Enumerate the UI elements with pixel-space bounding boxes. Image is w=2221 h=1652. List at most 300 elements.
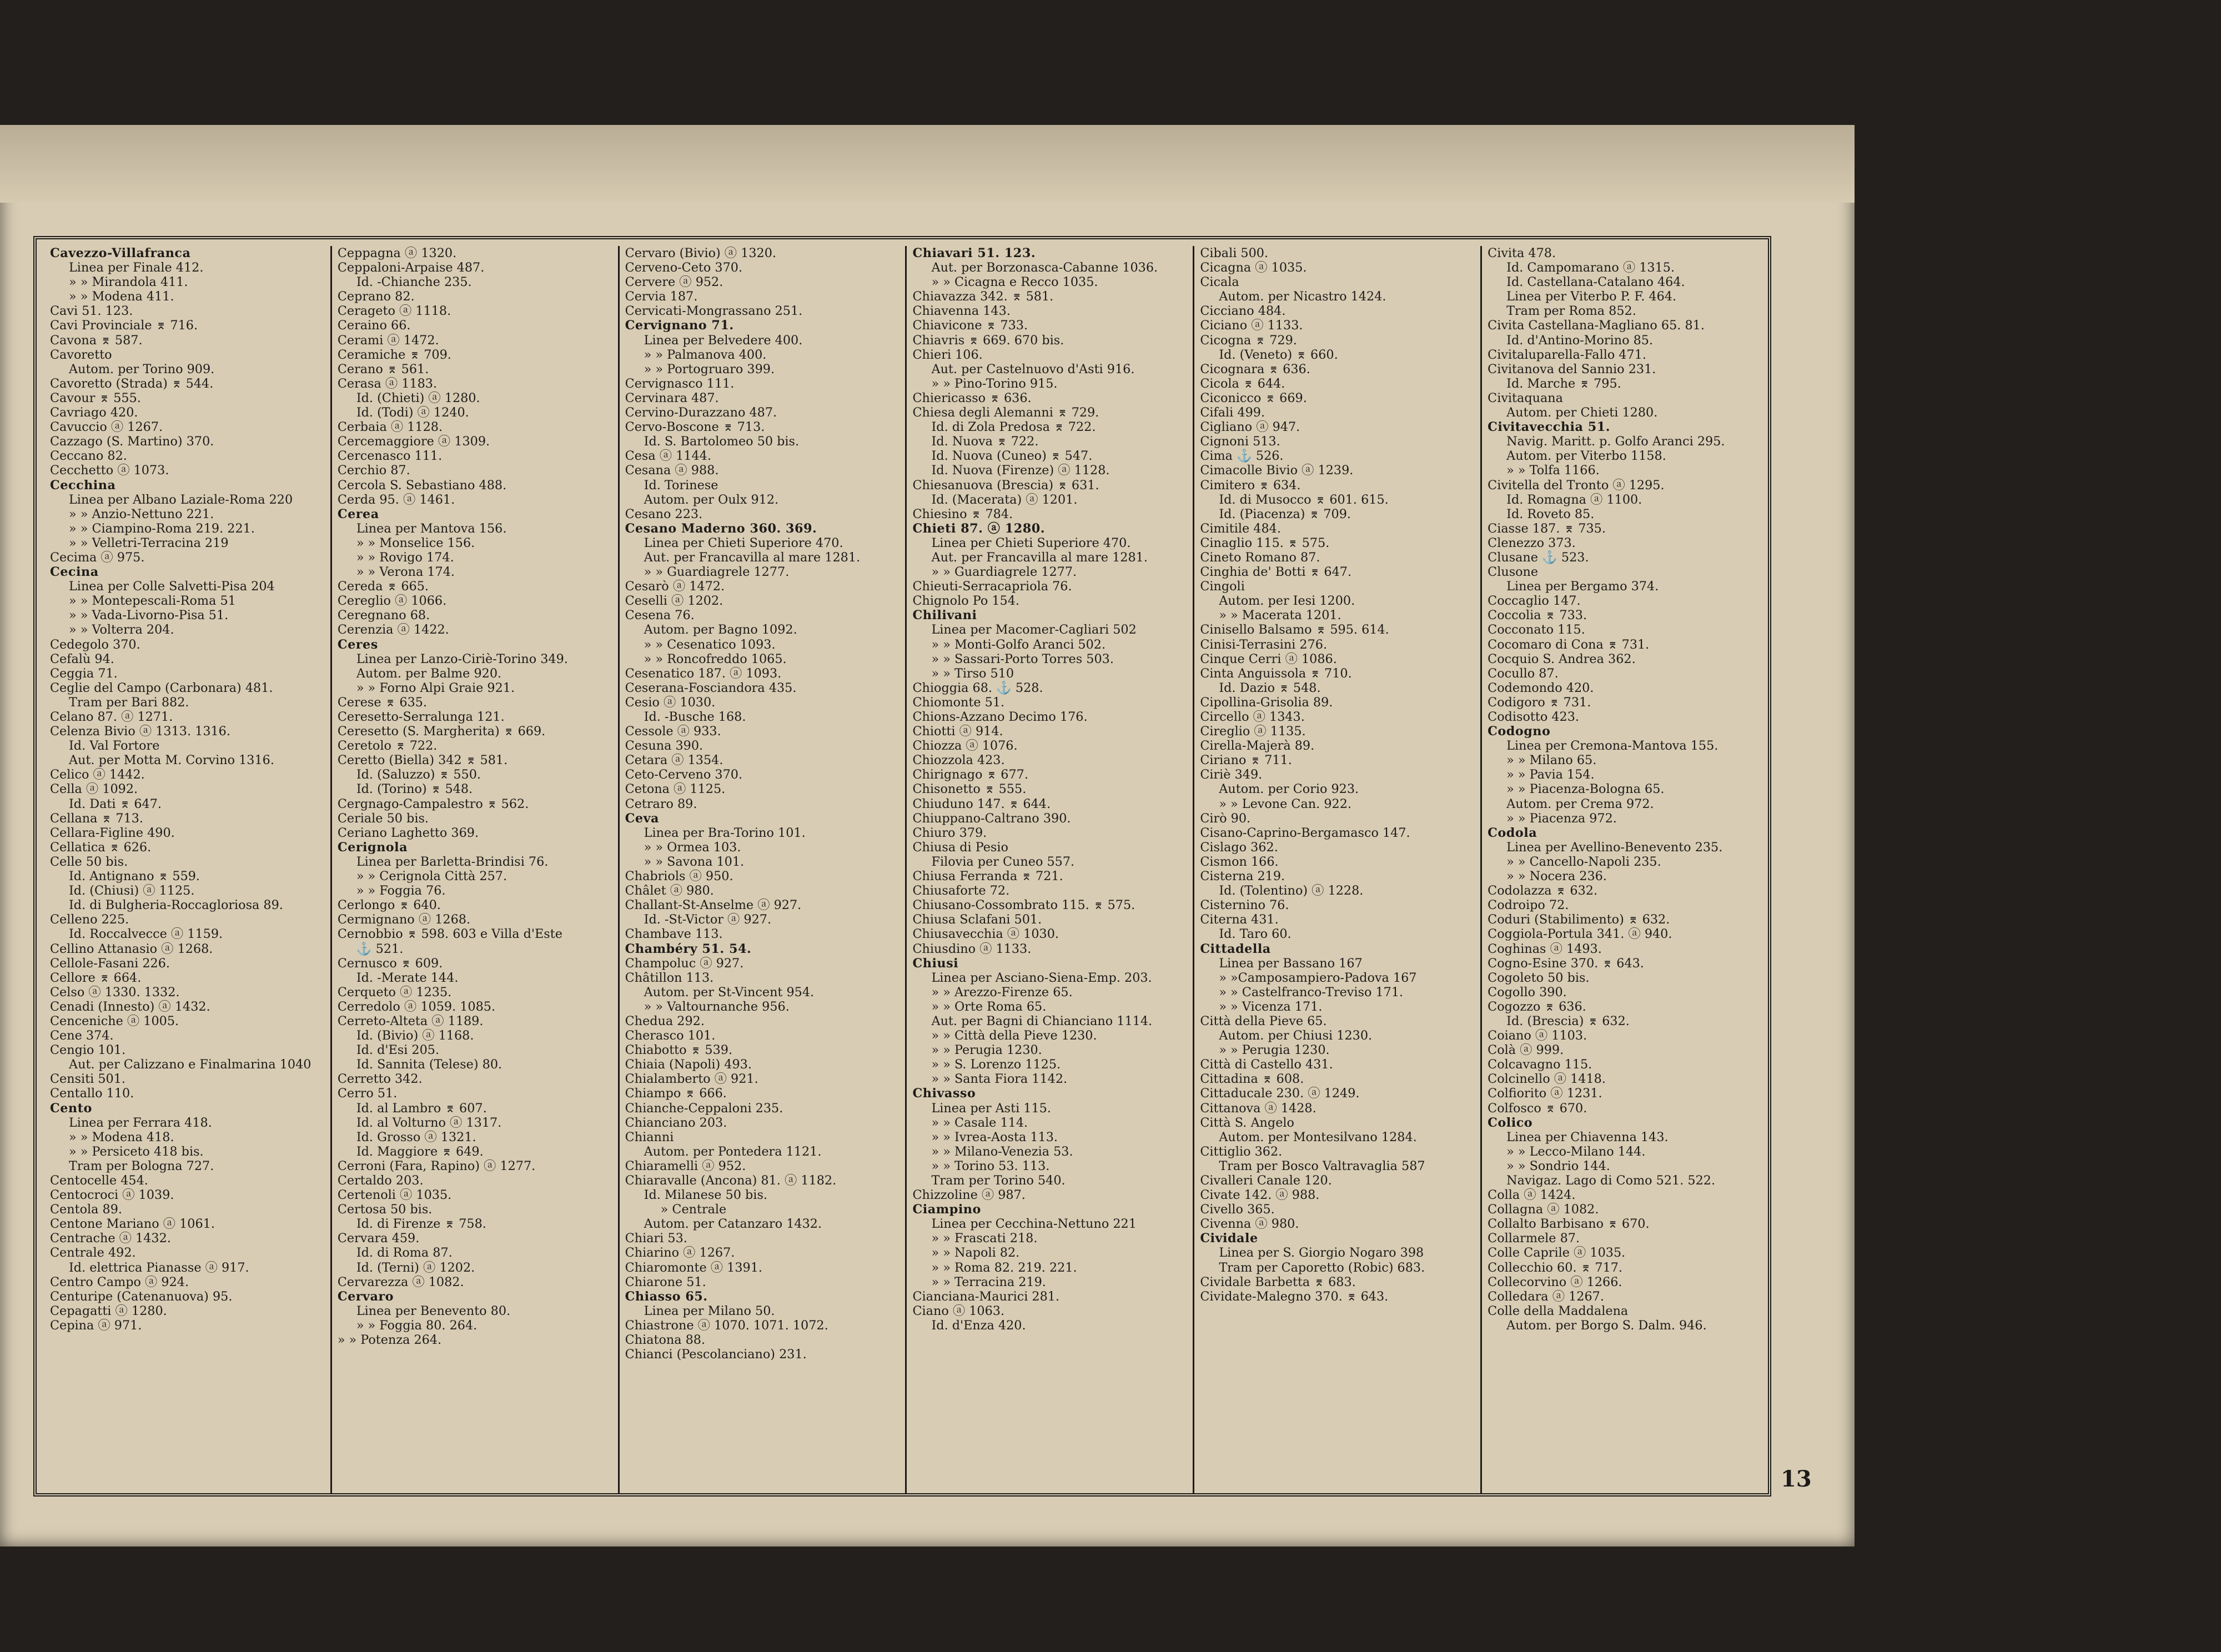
index-entry: Cavriago 420. xyxy=(50,405,138,420)
index-entry: » » Monselice 156. xyxy=(356,535,475,550)
index-entry: Cignoni 513. xyxy=(1200,434,1280,449)
index-heading: Cesano Maderno 360. 369. xyxy=(625,521,817,536)
index-entry: Ceppagna ⓐ 1320. xyxy=(337,246,457,260)
index-entry: Civitella del Tronto ⓐ 1295. xyxy=(1488,478,1665,493)
index-entry: Cazzago (S. Martino) 370. xyxy=(50,434,214,449)
index-entry: Civita Castellana-Magliano 65. 81. xyxy=(1488,318,1705,333)
index-entry: » » Perugia 1230. xyxy=(931,1043,1042,1058)
index-heading: Cento xyxy=(50,1101,92,1116)
index-entry: Id. (Todi) ⓐ 1240. xyxy=(356,405,469,420)
index-entry: Id. (Saluzzo) ⌆ 550. xyxy=(356,767,481,782)
index-entry: Colfosco ⌆ 670. xyxy=(1488,1101,1587,1116)
index-entry: » » Savona 101. xyxy=(644,854,745,869)
index-entry: Cernobbio ⌆ 598. 603 e Villa d'Este xyxy=(337,927,562,942)
index-entry: Autom. per Oulx 912. xyxy=(644,492,779,507)
index-heading: Chiasso 65. xyxy=(625,1289,708,1304)
index-entry: Linea per Colle Salvetti-Pisa 204 xyxy=(69,579,275,594)
index-entry: Città della Pieve 65. xyxy=(1200,1013,1327,1028)
index-entry: Chiastrone ⓐ 1070. 1071. 1072. xyxy=(625,1318,828,1333)
index-entry: Autom. per Crema 972. xyxy=(1506,796,1654,811)
index-entry: Ceresetto-Serralunga 121. xyxy=(337,710,505,724)
index-entry: Aut. per Francavilla al mare 1281. xyxy=(931,550,1148,565)
index-entry: Cetraro 89. xyxy=(625,796,697,811)
index-entry: Id. Grosso ⓐ 1321. xyxy=(356,1129,476,1144)
index-entry: Autom. per St-Vincent 954. xyxy=(644,985,815,1000)
index-entry: Linea per Chieti Superiore 470. xyxy=(931,535,1131,550)
index-entry: Chiavazza 342. ⌆ 581. xyxy=(912,289,1054,304)
index-entry: Cermignano ⓐ 1268. xyxy=(337,912,471,927)
index-column-5 xyxy=(1194,246,1482,1493)
index-entry: Codigoro ⌆ 731. xyxy=(1488,695,1591,710)
index-column-3 xyxy=(620,246,907,1493)
index-entry: » » S. Lorenzo 1125. xyxy=(931,1057,1061,1072)
index-entry: Cisterna 219. xyxy=(1200,869,1285,884)
index-entry: Ciconicco ⌆ 669. xyxy=(1200,390,1307,405)
index-entry: » » Verona 174. xyxy=(356,565,455,580)
page-edge xyxy=(0,125,1855,203)
index-entry: Linea per Macomer-Cagliari 502 xyxy=(931,622,1137,637)
index-entry: Cervara 459. xyxy=(337,1231,420,1246)
index-entry: Cisano-Caprino-Bergamasco 147. xyxy=(1200,825,1410,840)
index-entry: Ciciano ⓐ 1133. xyxy=(1200,318,1303,333)
index-entry: Id. Castellana-Catalano 464. xyxy=(1506,275,1685,290)
index-entry: Tram per Caporetto (Robic) 683. xyxy=(1219,1260,1425,1275)
index-entry: Ceto-Cerveno 370. xyxy=(625,767,743,782)
index-entry: » » Cancello-Napoli 235. xyxy=(1506,854,1661,869)
index-entry: Cella ⓐ 1092. xyxy=(50,782,138,797)
index-entry: Chiavris ⌆ 669. 670 bis. xyxy=(912,333,1064,348)
index-entry: Id. (Brescia) ⌆ 632. xyxy=(1506,1013,1630,1028)
index-entry: Colcinello ⓐ 1418. xyxy=(1488,1072,1606,1087)
index-entry: Cividale Barbetta ⌆ 683. xyxy=(1200,1274,1356,1289)
index-entry: Cerro 51. xyxy=(337,1086,398,1101)
index-entry: Id. Antignano ⌆ 559. xyxy=(69,869,200,884)
index-heading: Codogno xyxy=(1488,724,1551,739)
index-entry: Cerveno-Ceto 370. xyxy=(625,260,743,275)
index-entry: Chignolo Po 154. xyxy=(912,594,1019,609)
index-entry: » » Terracina 219. xyxy=(931,1274,1046,1289)
index-entry: Navigaz. Lago di Como 521. 522. xyxy=(1506,1173,1716,1188)
index-entry: Cireglio ⓐ 1135. xyxy=(1200,724,1306,739)
index-entry: Cellole-Fasani 226. xyxy=(50,956,170,971)
index-entry: Cipollina-Grisolia 89. xyxy=(1200,695,1333,710)
index-entry: Centro Campo ⓐ 924. xyxy=(50,1274,189,1289)
index-entry: Id. Nuova (Cuneo) ⌆ 547. xyxy=(931,449,1093,464)
index-entry: Id. Romagna ⓐ 1100. xyxy=(1506,492,1642,507)
index-entry: Chiotti ⓐ 914. xyxy=(912,724,1003,739)
index-entry: Codolazza ⌆ 632. xyxy=(1488,883,1598,898)
index-heading: Cervaro xyxy=(337,1289,394,1304)
index-entry: Civitaquana xyxy=(1488,390,1563,405)
index-entry: Civate 142. ⓐ 988. xyxy=(1200,1188,1320,1203)
index-entry: Chisonetto ⌆ 555. xyxy=(912,782,1027,797)
index-entry: Cislago 362. xyxy=(1200,840,1278,855)
index-entry: Chiesanuova (Brescia) ⌆ 631. xyxy=(912,478,1099,493)
index-entry: Civitanova del Sannio 231. xyxy=(1488,361,1656,376)
index-entry: Ceriale 50 bis. xyxy=(337,811,429,826)
index-entry: Cerlongo ⌆ 640. xyxy=(337,898,441,913)
index-entry: Civalleri Canale 120. xyxy=(1200,1173,1332,1188)
index-entry: Chiusaforte 72. xyxy=(912,883,1010,898)
index-entry: Cicognara ⌆ 636. xyxy=(1200,361,1310,376)
index-entry: Cibali 500. xyxy=(1200,246,1269,260)
index-entry: Id. S. Bartolomeo 50 bis. xyxy=(644,434,800,449)
index-entry: Châlet ⓐ 980. xyxy=(625,883,714,898)
index-entry: Cicala xyxy=(1200,275,1239,290)
index-entry: Tram per Roma 852. xyxy=(1506,304,1636,319)
index-entry: Cerretto 342. xyxy=(337,1072,423,1087)
index-entry: Coccolia ⌆ 733. xyxy=(1488,608,1587,623)
index-entry: Ceraino 66. xyxy=(337,318,411,333)
index-entry: Cicagna ⓐ 1035. xyxy=(1200,260,1307,275)
index-entry: Chieuti-Serracapriola 76. xyxy=(912,579,1072,594)
index-entry: Id. -Busche 168. xyxy=(644,710,746,724)
index-entry: Cetona ⓐ 1125. xyxy=(625,782,726,797)
index-entry: Id. (Torino) ⌆ 548. xyxy=(356,782,473,797)
index-entry: Ceretto (Biella) 342 ⌆ 581. xyxy=(337,753,508,768)
index-heading: Cervignano 71. xyxy=(625,318,734,333)
index-entry: Cinta Anguissola ⌆ 710. xyxy=(1200,666,1352,681)
index-entry: Cerese ⌆ 635. xyxy=(337,695,428,710)
index-entry: Id. di Roma 87. xyxy=(356,1246,453,1261)
index-entry: Cepina ⓐ 971. xyxy=(50,1318,142,1333)
index-entry: Centone Mariano ⓐ 1061. xyxy=(50,1217,215,1232)
index-entry: Navig. Maritt. p. Golfo Aranci 295. xyxy=(1506,434,1725,449)
index-entry: Cittanova ⓐ 1428. xyxy=(1200,1101,1316,1116)
index-entry: Centocroci ⓐ 1039. xyxy=(50,1188,174,1203)
index-entry: » » Santa Fiora 1142. xyxy=(931,1072,1068,1087)
index-column-1 xyxy=(44,246,332,1493)
index-entry: Tram per Bosco Valtravaglia 587 xyxy=(1219,1158,1425,1173)
index-entry: Filovia per Cuneo 557. xyxy=(931,854,1075,869)
index-heading: Cerignola xyxy=(337,840,408,855)
index-entry: Colla ⓐ 1424. xyxy=(1488,1188,1576,1203)
index-entry: » » Volterra 204. xyxy=(69,622,174,637)
index-entry: Celenza Bivio ⓐ 1313. 1316. xyxy=(50,724,230,739)
index-entry: Id. -Chianche 235. xyxy=(356,275,472,290)
index-entry: Cepagatti ⓐ 1280. xyxy=(50,1303,167,1318)
index-entry: Autom. per Nicastro 1424. xyxy=(1219,289,1386,304)
index-entry: Cesana ⓐ 988. xyxy=(625,463,719,478)
index-entry: Linea per Cecchina-Nettuno 221 xyxy=(931,1217,1137,1232)
index-entry: Cesano 223. xyxy=(625,506,703,521)
index-entry: Cerreto-Alteta ⓐ 1189. xyxy=(337,1013,484,1028)
page-number: 13 xyxy=(1781,1466,1812,1492)
index-entry: Linea per Viterbo P. F. 464. xyxy=(1506,289,1677,304)
index-entry: Id. (Terni) ⓐ 1202. xyxy=(356,1260,475,1275)
index-heading: Ceva xyxy=(625,811,659,826)
index-entry: Id. Taro 60. xyxy=(1219,927,1292,942)
index-entry: Chiaravalle (Ancona) 81. ⓐ 1182. xyxy=(625,1173,837,1188)
index-entry: Ceselli ⓐ 1202. xyxy=(625,594,723,609)
index-entry: Coduri (Stabilimento) ⌆ 632. xyxy=(1488,912,1670,927)
index-entry: Chianni xyxy=(625,1129,674,1144)
index-entry: Cernusco ⌆ 609. xyxy=(337,956,443,971)
index-entry: Cerqueto ⓐ 1235. xyxy=(337,985,452,1000)
index-entry: Chiatona 88. xyxy=(625,1333,706,1348)
index-entry: » » Lecco-Milano 144. xyxy=(1506,1144,1646,1159)
index-entry: Cicogna ⌆ 729. xyxy=(1200,333,1297,348)
index-entry: Cerasa ⓐ 1183. xyxy=(337,376,438,391)
index-entry: Id. (Piacenza) ⌆ 709. xyxy=(1219,506,1351,521)
index-entry: Centallo 110. xyxy=(50,1086,134,1101)
index-entry: Id. di Firenze ⌆ 758. xyxy=(356,1217,486,1232)
index-entry: Cogollo 390. xyxy=(1488,985,1567,1000)
index-entry: Cavi Provinciale ⌆ 716. xyxy=(50,318,198,333)
index-entry: Cellore ⌆ 664. xyxy=(50,970,142,985)
index-entry: Coccaglio 147. xyxy=(1488,594,1581,609)
index-entry: Cingoli xyxy=(1200,579,1245,594)
index-entry: Cavoretto xyxy=(50,347,112,362)
index-entry: Ceretolo ⌆ 722. xyxy=(337,739,438,754)
index-entry: Cervicati-Mongrassano 251. xyxy=(625,304,803,319)
index-entry: Cocquio S. Andrea 362. xyxy=(1488,651,1636,666)
index-entry: Celso ⓐ 1330. 1332. xyxy=(50,985,180,1000)
index-entry: Cesenatico 187. ⓐ 1093. xyxy=(625,666,782,681)
index-heading: Codola xyxy=(1488,825,1537,840)
index-entry: » » Mirandola 411. xyxy=(69,275,188,290)
index-entry: » » Persiceto 418 bis. xyxy=(69,1144,204,1159)
index-entry: » » Velletri-Terracina 219 xyxy=(69,535,229,550)
index-entry: Cifali 499. xyxy=(1200,405,1265,420)
index-entry: Cavour ⌆ 555. xyxy=(50,390,141,405)
index-entry: Chiesa degli Alemanni ⌆ 729. xyxy=(912,405,1099,420)
index-entry: Cogno-Esine 370. ⌆ 643. xyxy=(1488,956,1644,971)
index-entry: Ceriano Laghetto 369. xyxy=(337,825,479,840)
index-entry: Chiaramelli ⓐ 952. xyxy=(625,1158,746,1173)
index-entry: Cimitero ⌆ 634. xyxy=(1200,478,1301,493)
index-entry: Centrache ⓐ 1432. xyxy=(50,1231,171,1246)
index-entry: Aut. per Francavilla al mare 1281. xyxy=(644,550,861,565)
index-entry: Cervinara 487. xyxy=(625,390,719,405)
index-frame xyxy=(33,236,1771,1497)
index-entry: Id. (Macerata) ⓐ 1201. xyxy=(931,492,1078,507)
index-entry: Cercenasco 111. xyxy=(337,449,443,464)
index-heading: Chivasso xyxy=(912,1086,976,1101)
index-entry: Cirella-Majerà 89. xyxy=(1200,739,1315,754)
index-entry: Autom. per Chiusi 1230. xyxy=(1219,1028,1373,1043)
index-entry: Id. Val Fortore xyxy=(69,739,160,754)
index-entry: Cocconato 115. xyxy=(1488,622,1585,637)
index-entry: » » Cerignola Città 257. xyxy=(356,869,507,884)
index-entry: Circello ⓐ 1343. xyxy=(1200,710,1305,724)
index-entry: » » Roncofreddo 1065. xyxy=(644,651,787,666)
index-entry: Chirignago ⌆ 677. xyxy=(912,767,1028,782)
index-entry: Chiozzola 423. xyxy=(912,753,1005,768)
index-entry: Codemondo 420. xyxy=(1488,680,1594,695)
index-entry: Chiari 53. xyxy=(625,1231,687,1246)
index-entry: Chiozza ⓐ 1076. xyxy=(912,739,1018,754)
index-entry: Id. Maggiore ⌆ 649. xyxy=(356,1144,484,1159)
index-entry: Linea per Barletta-Brindisi 76. xyxy=(356,854,549,869)
index-entry: Id. Dati ⌆ 647. xyxy=(69,796,162,811)
index-entry: Colledara ⓐ 1267. xyxy=(1488,1289,1604,1304)
index-entry: Cocomaro di Cona ⌆ 731. xyxy=(1488,637,1650,652)
index-entry: Ceppaloni-Arpaise 487. xyxy=(337,260,485,275)
index-entry: Autom. per Iesi 1200. xyxy=(1219,594,1355,609)
index-column-2 xyxy=(332,246,620,1493)
index-entry: Cinisello Balsamo ⌆ 595. 614. xyxy=(1200,622,1389,637)
index-entry: Linea per Cremona-Mantova 155. xyxy=(1506,739,1718,754)
index-entry: Tram per Bari 882. xyxy=(69,695,189,710)
index-entry: Cerda 95. ⓐ 1461. xyxy=(337,492,455,507)
index-entry: Chiaia (Napoli) 493. xyxy=(625,1057,752,1072)
index-entry: Cellatica ⌆ 626. xyxy=(50,840,152,855)
index-entry: Cogozzo ⌆ 636. xyxy=(1488,999,1586,1014)
index-entry: Cittaducale 230. ⓐ 1249. xyxy=(1200,1086,1360,1101)
index-entry: Linea per Bergamo 374. xyxy=(1506,579,1659,594)
index-entry: Châtillon 113. xyxy=(625,970,714,985)
index-entry: Cervarezza ⓐ 1082. xyxy=(337,1274,464,1289)
index-entry: Cervere ⓐ 952. xyxy=(625,275,723,290)
index-entry: Censiti 501. xyxy=(50,1072,126,1087)
index-entry: Aut. per Bagni di Chianciano 1114. xyxy=(931,1013,1153,1028)
index-entry: Cittiglio 362. xyxy=(1200,1144,1283,1159)
index-entry: Civello 365. xyxy=(1200,1202,1275,1217)
index-entry: » » Sondrio 144. xyxy=(1506,1158,1610,1173)
index-entry: Cisternino 76. xyxy=(1200,898,1289,913)
index-heading: Cividale xyxy=(1200,1231,1258,1246)
index-entry: Certenoli ⓐ 1035. xyxy=(337,1188,452,1203)
index-entry: Linea per Ferrara 418. xyxy=(69,1115,212,1130)
index-entry: Collalto Barbisano ⌆ 670. xyxy=(1488,1217,1650,1232)
index-entry: » » Rovigo 174. xyxy=(356,550,454,565)
index-entry: Linea per Bra-Torino 101. xyxy=(644,825,806,840)
index-entry: Cergnago-Campalestro ⌆ 562. xyxy=(337,796,529,811)
index-entry: Id. di Zola Predosa ⌆ 722. xyxy=(931,420,1096,435)
index-entry: Id. Roccalvecce ⓐ 1159. xyxy=(69,927,223,942)
index-entry: Chiusa di Pesio xyxy=(912,840,1008,855)
index-heading: Chilivani xyxy=(912,608,977,623)
index-entry: Clenezzo 373. xyxy=(1488,535,1576,550)
index-entry: Colà ⓐ 999. xyxy=(1488,1043,1564,1058)
index-entry: » » Cicagna e Recco 1035. xyxy=(931,275,1098,290)
index-entry: Linea per Asciano-Siena-Emp. 203. xyxy=(931,970,1152,985)
index-entry: Chiusa Sclafani 501. xyxy=(912,912,1042,927)
index-entry: Ceresetto (S. Margherita) ⌆ 669. xyxy=(337,724,546,739)
index-entry: Clusane ⚓ 523. xyxy=(1488,550,1589,565)
index-entry: Cavuccio ⓐ 1267. xyxy=(50,420,163,435)
index-entry: Colcavagno 115. xyxy=(1488,1057,1592,1072)
index-entry: Cigliano ⓐ 947. xyxy=(1200,420,1300,435)
index-entry: » » Ormea 103. xyxy=(644,840,741,855)
index-entry: » » Foggia 80. 264. xyxy=(356,1318,478,1333)
index-entry: Ceggia 71. xyxy=(50,666,118,681)
index-entry: Chiericasso ⌆ 636. xyxy=(912,390,1032,405)
index-entry: Chiuduno 147. ⌆ 644. xyxy=(912,796,1051,811)
index-entry: » » Piacenza 972. xyxy=(1506,811,1617,826)
index-heading: Chieti 87. ⓐ 1280. xyxy=(912,521,1046,536)
index-entry: » »Camposampiero-Padova 167 xyxy=(1219,970,1417,985)
index-entry: » » Palmanova 400. xyxy=(644,347,767,362)
index-entry: » » Forno Alpi Graie 921. xyxy=(356,680,515,695)
index-entry: Cesena 76. xyxy=(625,608,695,623)
index-entry: Cenadi (Innesto) ⓐ 1432. xyxy=(50,999,210,1014)
index-entry: Cervignasco 111. xyxy=(625,376,735,391)
index-entry: Aut. per Calizzano e Finalmarina 1040 xyxy=(69,1057,311,1072)
index-entry: Cicciano 484. xyxy=(1200,304,1286,319)
index-entry: Chambave 113. xyxy=(625,927,723,942)
index-entry: Centocelle 454. xyxy=(50,1173,148,1188)
index-entry: Cerageto ⓐ 1118. xyxy=(337,304,451,319)
index-entry: Codroipo 72. xyxy=(1488,898,1569,913)
index-entry: » » Ciampino-Roma 219. 221. xyxy=(69,521,255,536)
index-entry: Cesarò ⓐ 1472. xyxy=(625,579,725,594)
index-heading: Chiusi xyxy=(912,956,959,971)
index-entry: Chiarone 51. xyxy=(625,1274,706,1289)
index-entry: Linea per Lanzo-Ciriè-Torino 349. xyxy=(356,651,568,666)
index-entry: Linea per Finale 412. xyxy=(69,260,204,275)
index-entry: » » Milano 65. xyxy=(1506,753,1597,768)
index-entry: Chizzoline ⓐ 987. xyxy=(912,1188,1026,1203)
index-entry: Cavoretto (Strada) ⌆ 544. xyxy=(50,376,214,391)
index-entry: Tram per Bologna 727. xyxy=(69,1158,214,1173)
index-entry: Aut. per Castelnuovo d'Asti 916. xyxy=(931,361,1135,376)
index-entry: Id. Sannita (Telese) 80. xyxy=(356,1057,503,1072)
index-entry: Cengio 101. xyxy=(50,1043,126,1058)
index-heading: Ciampino xyxy=(912,1202,981,1217)
index-entry: Chiabotto ⌆ 539. xyxy=(625,1043,733,1058)
index-entry: Cicola ⌆ 644. xyxy=(1200,376,1285,391)
index-entry: Cervo-Boscone ⌆ 713. xyxy=(625,420,765,435)
index-heading: Ceres xyxy=(337,637,378,652)
index-entry: Cefalù 94. xyxy=(50,651,114,666)
index-entry: Cismon 166. xyxy=(1200,854,1279,869)
index-entry: » » Milano-Venezia 53. xyxy=(931,1144,1073,1159)
index-entry: Chianci (Pescolanciano) 231. xyxy=(625,1347,807,1362)
index-entry: Id. Torinese xyxy=(644,478,718,493)
index-entry: Id. -St-Victor ⓐ 927. xyxy=(644,912,772,927)
index-entry: » » Pavia 154. xyxy=(1506,767,1595,782)
index-entry: Autom. per Bagno 1092. xyxy=(644,622,797,637)
index-entry: Tram per Torino 540. xyxy=(931,1173,1066,1188)
index-entry: Chioggia 68. ⚓ 528. xyxy=(912,680,1043,695)
index-entry: Cirò 90. xyxy=(1200,811,1251,826)
index-entry: » » Piacenza-Bologna 65. xyxy=(1506,782,1665,797)
index-entry: Cerroni (Fara, Rapino) ⓐ 1277. xyxy=(337,1158,536,1173)
index-entry: Linea per Bassano 167 xyxy=(1219,956,1363,971)
index-entry: Linea per Milano 50. xyxy=(644,1303,775,1318)
index-entry: Id. (Chieti) ⓐ 1280. xyxy=(356,390,480,405)
index-entry: Autom. per Corio 923. xyxy=(1219,782,1359,797)
index-entry: Linea per Asti 115. xyxy=(931,1101,1051,1116)
index-entry: Autom. per Chieti 1280. xyxy=(1506,405,1658,420)
index-entry: » » Roma 82. 219. 221. xyxy=(931,1260,1077,1275)
index-entry: Chiavicone ⌆ 733. xyxy=(912,318,1028,333)
index-entry: Cerenzia ⓐ 1422. xyxy=(337,622,449,637)
index-entry: Id. Campomarano ⓐ 1315. xyxy=(1506,260,1675,275)
index-entry: Chiusavecchia ⓐ 1030. xyxy=(912,927,1059,942)
index-entry: » » Pino-Torino 915. xyxy=(931,376,1058,391)
index-entry: Linea per Chieti Superiore 470. xyxy=(644,535,843,550)
index-entry: Autom. per Catanzaro 1432. xyxy=(644,1217,822,1232)
index-entry: » » Vada-Livorno-Pisa 51. xyxy=(69,608,229,623)
index-entry: Chieri 106. xyxy=(912,347,983,362)
index-entry: Cima ⚓ 526. xyxy=(1200,449,1284,464)
index-entry: Cimitile 484. xyxy=(1200,521,1281,536)
index-entry: Id. Nuova (Firenze) ⓐ 1128. xyxy=(931,463,1110,478)
index-entry: Id. Roveto 85. xyxy=(1506,506,1595,521)
index-entry: Autom. per Montesilvano 1284. xyxy=(1219,1129,1417,1144)
index-entry: Cetara ⓐ 1354. xyxy=(625,753,723,768)
index-entry: Linea per Chiavenna 143. xyxy=(1506,1129,1669,1144)
index-entry: » » Orte Roma 65. xyxy=(931,999,1047,1014)
book-page xyxy=(0,125,1855,1546)
index-entry: Cenceniche ⓐ 1005. xyxy=(50,1013,179,1028)
index-entry: Colfiorito ⓐ 1231. xyxy=(1488,1086,1602,1101)
index-entry: Id. al Lambro ⌆ 607. xyxy=(356,1101,487,1116)
index-entry: » » Castelfranco-Treviso 171. xyxy=(1219,985,1404,1000)
